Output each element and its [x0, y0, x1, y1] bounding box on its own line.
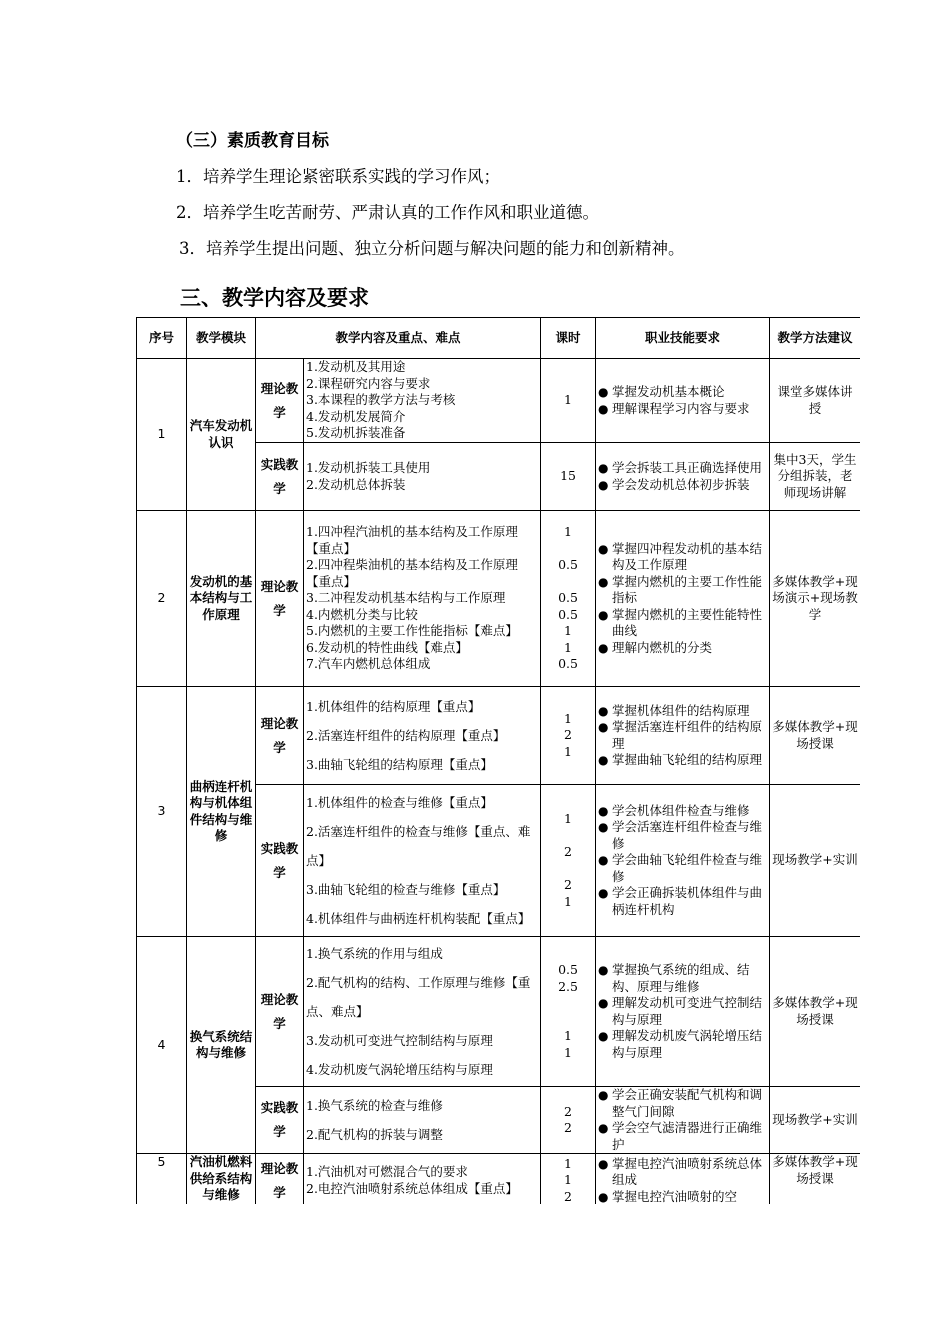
skill-item [598, 1087, 767, 1120]
class-hours: 1 [541, 359, 596, 443]
skill-text: 掌握电控汽油喷射系统总体组成 [612, 1155, 763, 1188]
teaching-content [304, 443, 541, 511]
module-number: 2 [137, 511, 187, 687]
skill-item [598, 574, 767, 607]
section-title: （三）素质教育目标 [176, 131, 329, 151]
teaching-method: 现场教学+实训 [770, 785, 860, 937]
skill-text: 学会曲轴飞轮组件检查与维修 [612, 852, 763, 884]
header-seq: 序号 [137, 318, 187, 359]
content-item: 1.发动机拆装工具使用 [306, 460, 431, 475]
skill-text: 掌握活塞连杆组件的结构原理 [612, 719, 763, 751]
class-hours: 0.5 2.5 1 1 [541, 937, 596, 1087]
teaching-content [304, 1154, 541, 1205]
header-method: 教学方法建议 [770, 318, 860, 359]
content-item: 1.换气系统的检查与维修 [306, 1098, 443, 1113]
goal-item: 3．培养学生提出问题、独立分析问题与解决问题的能力和创新精神。 [179, 239, 685, 258]
module-number: 3 [137, 687, 187, 937]
skill-text: 理解发动机废气涡轮增压结构与原理 [612, 1028, 763, 1060]
content-item: 1.机体组件的检查与维修【重点】 [306, 795, 493, 810]
skill-item [598, 1120, 767, 1153]
skill-requirements [596, 937, 770, 1087]
skill-text: 掌握电控汽油喷射的空 [612, 1188, 738, 1204]
content-item: 4.机体组件与曲柄连杆机构装配【重点】 [306, 911, 531, 926]
skill-requirements [596, 687, 770, 785]
teaching-method: 多媒体教学+现场授课 [770, 937, 860, 1087]
skill-requirements [596, 359, 770, 443]
content-item: 4.发动机发展简介 [306, 408, 406, 424]
skill-item [598, 885, 767, 918]
teaching-content [304, 1087, 541, 1154]
content-item: 3.曲轴飞轮组的结构原理【重点】 [306, 757, 493, 772]
teaching-method: 集中3天，学生分组拆装，老师现场讲解 [770, 443, 860, 511]
teaching-method: 现场教学+实训 [770, 1087, 860, 1154]
skill-text: 理解内燃机的分类 [612, 639, 713, 655]
skill-item [598, 640, 767, 657]
skill-requirements [596, 443, 770, 511]
class-hours: 2 2 [541, 1087, 596, 1154]
skill-item [598, 401, 767, 418]
skill-text: 学会正确安装配气机构和调整气门间隙 [612, 1087, 763, 1119]
module-number: 1 [137, 359, 187, 511]
table-row [137, 511, 861, 687]
header-content: 教学内容及重点、难点 [256, 318, 541, 359]
content-item: 2.配气机构的结构、工作原理与维修【重点、难点】 [306, 975, 531, 1019]
content-item: 2.四冲程柴油机的基本结构及工作原理【重点】 [306, 557, 518, 589]
class-hours: 1 2 2 1 [541, 785, 596, 937]
skill-text: 掌握四冲程发动机的基本结构及工作原理 [612, 540, 763, 573]
skill-item [598, 852, 767, 885]
skill-item [598, 703, 767, 720]
goal-item: 2．培养学生吃苦耐劳、严肃认真的工作作风和职业道德。 [176, 203, 599, 222]
content-item: 1.机体组件的结构原理【重点】 [306, 699, 481, 714]
content-item: 3.曲轴飞轮组的检查与维修【重点】 [306, 882, 506, 897]
content-item: 5.内燃机的主要工作性能指标【难点】 [306, 623, 518, 639]
teaching-type: 理论教学 [256, 359, 304, 443]
content-item: 2.电控汽油喷射系统总体组成【重点】 [306, 1180, 518, 1196]
table-row [137, 937, 861, 1087]
content-item: 4.内燃机分类与比较 [306, 606, 418, 622]
content-item: 2.配气机构的拆装与调整 [306, 1127, 443, 1142]
skill-text: 理解课程学习内容与要求 [612, 400, 750, 416]
skill-text: 掌握发动机基本概论 [612, 384, 725, 399]
module-name: 换气系统结构与维修 [187, 937, 256, 1154]
skill-item [598, 607, 767, 640]
teaching-content-table [136, 317, 860, 1204]
teaching-method: 课堂多媒体讲授 [770, 359, 860, 443]
module-number: 4 [137, 937, 187, 1154]
skill-item [598, 541, 767, 574]
skill-item [598, 995, 767, 1028]
module-name: 汽车发动机认识 [187, 359, 256, 511]
content-item: 3.二冲程发动机基本结构与工作原理 [306, 590, 506, 606]
teaching-method: 多媒体教学+现场授课 [770, 687, 860, 785]
skill-requirements [596, 1154, 770, 1205]
table-row [137, 1154, 861, 1205]
teaching-type: 实践教学 [256, 785, 304, 937]
skill-text: 掌握机体组件的结构原理 [612, 702, 750, 718]
teaching-content [304, 937, 541, 1087]
content-item: 2.活塞连杆组件的检查与维修【重点、难点】 [306, 824, 531, 868]
class-hours: 1 1 2 [541, 1154, 596, 1205]
skill-requirements [596, 785, 770, 937]
skill-requirements [596, 511, 770, 687]
content-item: 3.本课程的教学方法与考核 [306, 392, 456, 408]
teaching-type: 理论教学 [256, 687, 304, 785]
teaching-content [304, 687, 541, 785]
goal-item: 1．培养学生理论紧密联系实践的学习作风； [176, 167, 500, 186]
teaching-method: 多媒体教学+现场演示+现场教学 [770, 511, 860, 687]
content-item: 1.换气系统的作用与组成 [306, 946, 443, 961]
skill-item [598, 1156, 767, 1189]
class-hours: 1 2 1 [541, 687, 596, 785]
skill-item [598, 1028, 767, 1061]
skill-text: 理解发动机可变进气控制结构与原理 [612, 995, 763, 1027]
table-row [137, 687, 861, 785]
skill-text: 学会发动机总体初步拆装 [612, 476, 750, 492]
teaching-type: 理论教学 [256, 1154, 304, 1205]
content-item: 6.发动机的特性曲线【难点】 [306, 639, 468, 655]
skill-text: 掌握曲轴飞轮组的结构原理 [612, 752, 763, 767]
header-skills: 职业技能要求 [596, 318, 770, 359]
teaching-method: 多媒体教学+现场授课 [770, 1154, 860, 1205]
content-item: 2.课程研究内容与要求 [306, 375, 431, 391]
skill-text: 掌握内燃机的主要工作性能指标 [612, 573, 763, 606]
header-module: 教学模块 [187, 318, 256, 359]
skill-item [598, 803, 767, 820]
skill-requirements [596, 1087, 770, 1154]
module-name: 曲柄连杆机构与机体组件结构与维修 [187, 687, 256, 937]
skill-text: 学会拆装工具正确选择使用 [612, 460, 763, 475]
header-hours: 课时 [541, 318, 596, 359]
teaching-type: 理论教学 [256, 937, 304, 1087]
content-item: 2.活塞连杆组件的结构原理【重点】 [306, 728, 506, 743]
content-item: 3.发动机可变进气控制结构与原理 [306, 1033, 493, 1048]
table-header-row [137, 318, 861, 359]
content-item: 7.汽车内燃机总体组成 [306, 656, 431, 672]
module-name: 发动机的基本结构与工作原理 [187, 511, 256, 687]
skill-text: 学会活塞连杆组件检查与维修 [612, 819, 763, 851]
skill-item [598, 384, 767, 401]
skill-item [598, 819, 767, 852]
skill-text: 学会空气滤清器进行正确维护 [612, 1120, 763, 1152]
content-item: 2.发动机总体拆装 [306, 476, 406, 492]
table-row [137, 359, 861, 443]
skill-text: 掌握换气系统的组成、结构、原理与维修 [612, 962, 750, 994]
skill-item [598, 962, 767, 995]
teaching-content [304, 785, 541, 937]
module-number: 5 [137, 1154, 187, 1205]
chapter-title: 三、教学内容及要求 [180, 286, 369, 310]
teaching-type: 实践教学 [256, 443, 304, 511]
content-item: 1.汽油机对可燃混合气的要求 [306, 1164, 468, 1179]
teaching-type: 理论教学 [256, 511, 304, 687]
class-hours: 15 [541, 443, 596, 511]
skill-item [598, 477, 767, 494]
teaching-type: 实践教学 [256, 1087, 304, 1154]
content-item: 4.发动机废气涡轮增压结构与原理 [306, 1062, 493, 1077]
module-name: 汽油机燃料供给系结构与维修 [187, 1154, 256, 1205]
skill-item [598, 752, 767, 769]
skill-item [598, 719, 767, 752]
class-hours: 1 0.5 0.5 0.5 1 1 0.5 [541, 511, 596, 687]
skill-item [598, 460, 767, 477]
skill-text: 学会正确拆装机体组件与曲柄连杆机构 [612, 885, 763, 917]
content-item: 1.发动机及其用途 [306, 359, 406, 375]
teaching-content [304, 359, 541, 443]
content-item: 1.四冲程汽油机的基本结构及工作原理【重点】 [306, 524, 518, 556]
content-item: 5.发动机拆装准备 [306, 425, 406, 441]
skill-text: 学会机体组件检查与维修 [612, 802, 750, 818]
skill-item [598, 1189, 767, 1204]
skill-text: 掌握内燃机的主要性能特性曲线 [612, 606, 763, 639]
teaching-content [304, 511, 541, 687]
